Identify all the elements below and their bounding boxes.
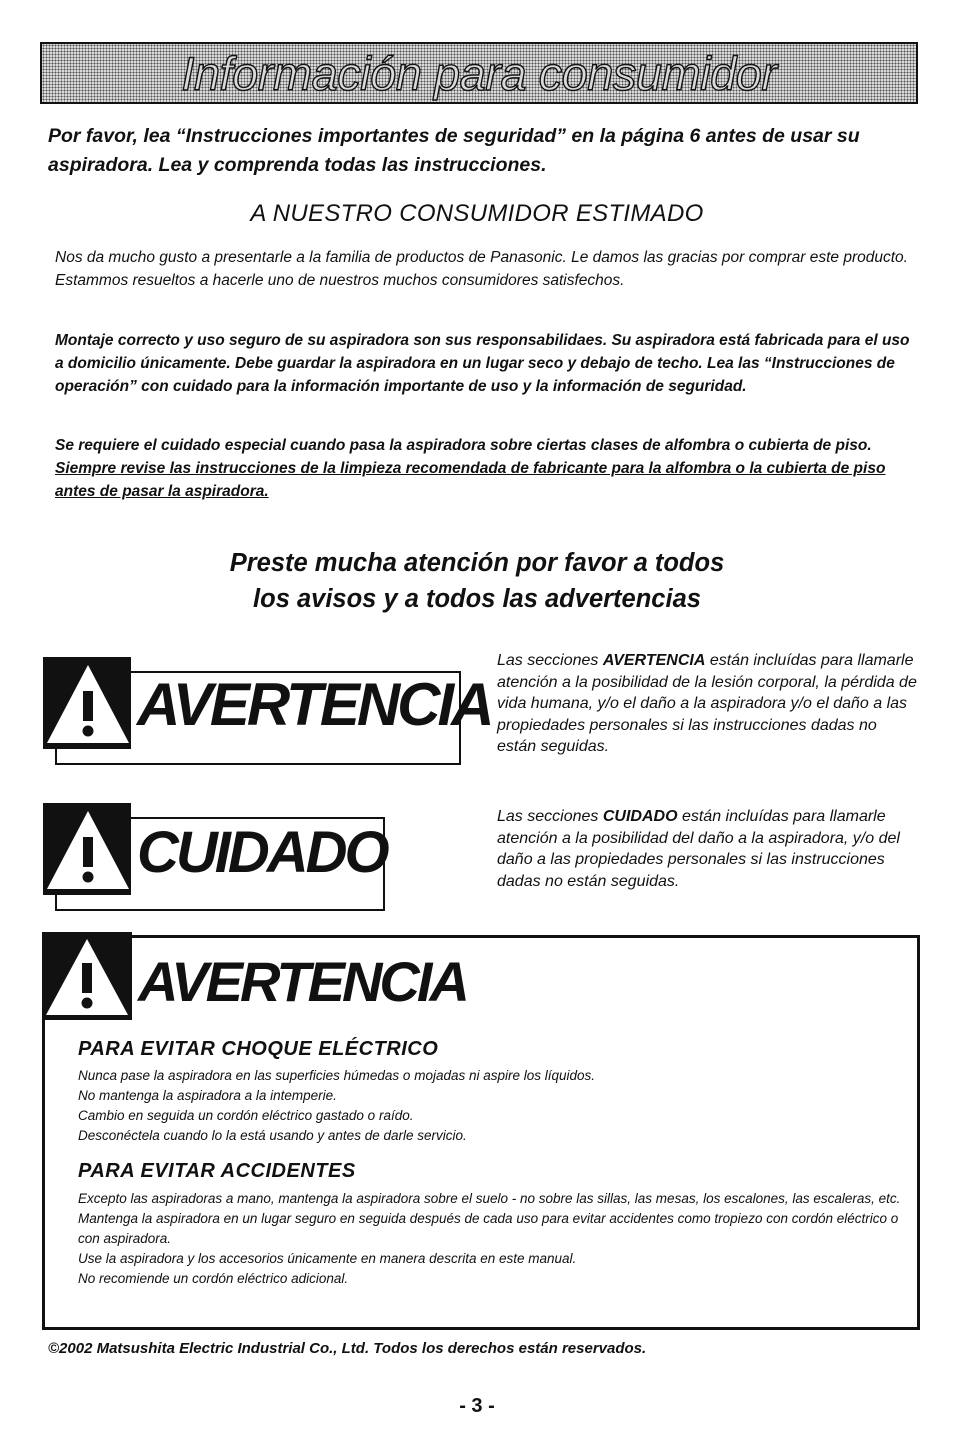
care-underlined-text: Siempre revise las instrucciones de la limpieza recomendada de fabricante para la alfombra o la cubierta de piso antes de pasar la aspiradora. — [55, 460, 886, 500]
caution-description — [497, 806, 917, 892]
shock-heading: PARA EVITAR CHOQUE ELÉCTRICO — [78, 1038, 439, 1060]
page-title: Información para consumidor — [181, 47, 777, 100]
list-item: Nunca pase la aspiradora en las superficies húmedas o mojadas ni aspire los líquidos. — [78, 1068, 596, 1083]
page-number: - 3 - — [459, 1395, 495, 1417]
header-banner — [40, 42, 918, 104]
attention-line-2: los avisos y a todos las advertencias — [253, 585, 701, 613]
warning-box-label — [42, 932, 482, 1022]
list-item: Use la aspiradora y los accesorios únicamente en manera descrita en este manual. — [78, 1251, 577, 1266]
caution-label-word: CUIDADO — [137, 820, 387, 885]
warning-desc-text-rest: están incluídas para llamarle atención a la posibilidad de la lesión corporal, la pérdida de vida humana, y/o el daño a la aspiradora y/o el daño a las propiedades personales si las instrucciones dadas no están seguidas. — [497, 652, 917, 755]
list-item: No mantenga la aspiradora a la intemperie. — [78, 1088, 337, 1103]
list-item: Desconéctela cuando lo la está usando y antes de darle servicio. — [78, 1128, 467, 1143]
accident-heading: PARA EVITAR ACCIDENTES — [78, 1160, 356, 1182]
caution-desc-text-rest: están incluídas para llamarle atención a la posibilidad del daño a la aspiradora, y/o del daño a las propiedades personales si las instrucciones dadas no están seguidas. — [497, 808, 900, 890]
care-text: Se requiere el cuidado especial cuando pasa la aspiradora sobre ciertas clases de alfombra o cubierta de piso. — [55, 437, 872, 454]
warning-label-word: AVERTENCIA — [137, 671, 492, 738]
warning-desc-text: Las secciones — [497, 652, 603, 669]
accident-list — [78, 1189, 908, 1289]
intro-notice: Por favor, lea “Instrucciones importantes de seguridad” en la página 6 antes de usar su aspiradora. Lea y comprenda todas las instrucciones. — [48, 125, 860, 176]
warning-box-triangle-icon — [44, 935, 130, 1017]
welcome-paragraph: Nos da mucho gusto a presentarle a la familia de productos de Panasonic. Le damos las gracias por comprar este producto. Estammos resueltos a hacerle uno de nuestros muchos consumidores satisfechos. — [55, 249, 908, 289]
warning-desc-keyword: AVERTENCIA — [602, 652, 706, 669]
caution-label — [43, 803, 385, 911]
warning-box-word: AVERTENCIA — [138, 950, 467, 1013]
list-item: Excepto las aspiradoras a mano, mantenga la aspiradora sobre el suelo - no sobre las sillas, las mesas, los escalones, las escaleras, etc. — [78, 1191, 901, 1206]
attention-line-1: Preste mucha atención por favor a todos — [229, 549, 725, 577]
responsibility-paragraph: Montaje correcto y uso seguro de su aspiradora son sus responsabilidaes. Su aspiradora está fabricada para el uso a domicilio únicamente. Debe guardar la aspiradora en un lugar seco y debajo de techo. Lea las “Instrucciones de operación” con cuidado para la información importante de uso y la información de seguridad. — [55, 332, 910, 395]
copyright-notice: ©2002 Matsushita Electric Industrial Co., Ltd. Todos los derechos están reservados. — [48, 1340, 647, 1357]
list-item: Cambio en seguida un cordón eléctrico gastado o raído. — [78, 1108, 414, 1123]
caution-triangle-icon — [45, 807, 131, 891]
list-item: Mantenga la aspiradora en un lugar seguro en seguida después de cada uso para evitar accidentes como tropiezo con cordón eléctrico o con aspiradora. — [78, 1211, 899, 1246]
care-paragraph — [55, 434, 915, 503]
dear-consumer-heading: A NUESTRO CONSUMIDOR ESTIMADO — [250, 200, 704, 227]
attention-heading — [0, 545, 954, 617]
warning-description — [497, 650, 917, 758]
shock-list — [78, 1066, 908, 1146]
caution-desc-text: Las secciones — [497, 808, 603, 825]
list-item: No recomiende un cordón eléctrico adicional. — [78, 1271, 349, 1286]
caution-desc-keyword: CUIDADO — [602, 808, 678, 825]
warning-triangle-icon — [45, 661, 131, 745]
warning-label — [43, 657, 492, 765]
